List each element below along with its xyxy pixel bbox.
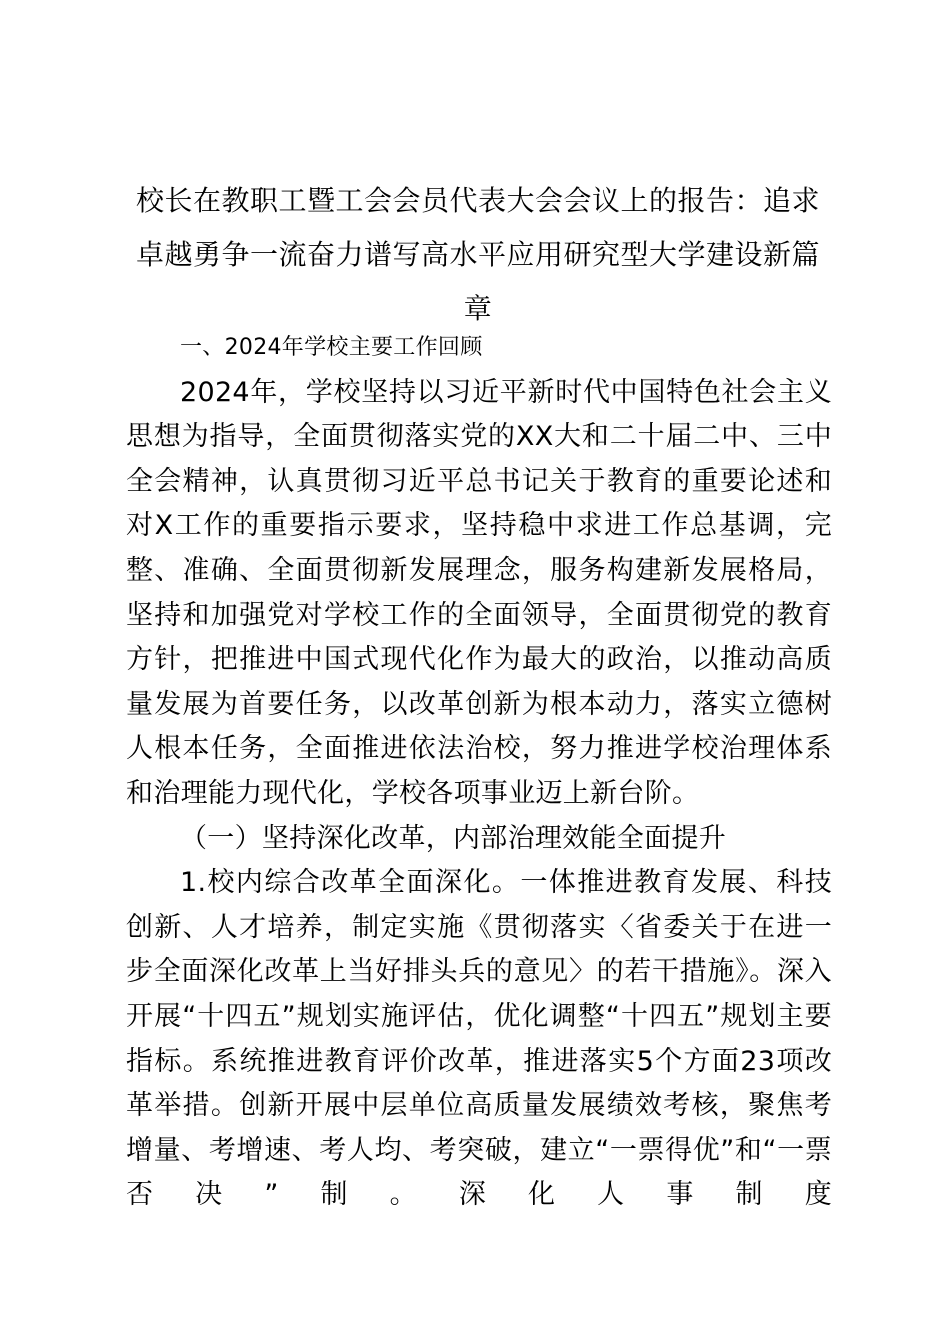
section-heading: 一、2024年学校主要工作回顾 — [180, 335, 483, 360]
body-paragraph: 1.校内综合改革全面深化。一体推进教育发展、科技创新、人才培养，制定实施《贯彻落实〈省委关于在进一步全面深化改革上当好排头兵的意见〉的若干措施》。深入开展“十四五”规划实施评估，优化调整“十四五”规划主要指标。系统推进教育评价改革，推进落实5个方面23项改革举措。创新开展中层单位高质量发展绩效考核，聚焦考增量、考增速、考人均、考突破，建立“一票得优”和“一票否决”制。深化人事制度 — [126, 867, 832, 1211]
document-title: 校长在教职工暨工会会员代表大会会议上的报告：追求卓越勇争一流奋力谱写高水平应用研究型大学建设新篇章 — [135, 184, 820, 325]
body-paragraph: 2024年，学校坚持以习近平新时代中国特色社会主义思想为指导，全面贯彻落实党的XX大和二十届二中、三中全会精神，认真贯彻习近平总书记关于教育的重要论述和对X工作的重要指示要求，坚持稳中求进工作总基调，完整、准确、全面贯彻新发展理念，服务构建新发展格局，坚持和加强党对学校工作的全面领导，全面贯彻党的教育方针，把推进中国式现代化作为最大的政治，以推动高质量发展为首要任务，以改革创新为根本动力，落实立德树人根本任务，全面推进依法治校，努力推进学校治理体系和治理能力现代化，学校各项事业迈上新台阶。 — [126, 376, 832, 809]
subsection-heading: （一）坚持深化改革，内部治理效能全面提升 — [180, 822, 726, 854]
document-body — [126, 326, 832, 1218]
